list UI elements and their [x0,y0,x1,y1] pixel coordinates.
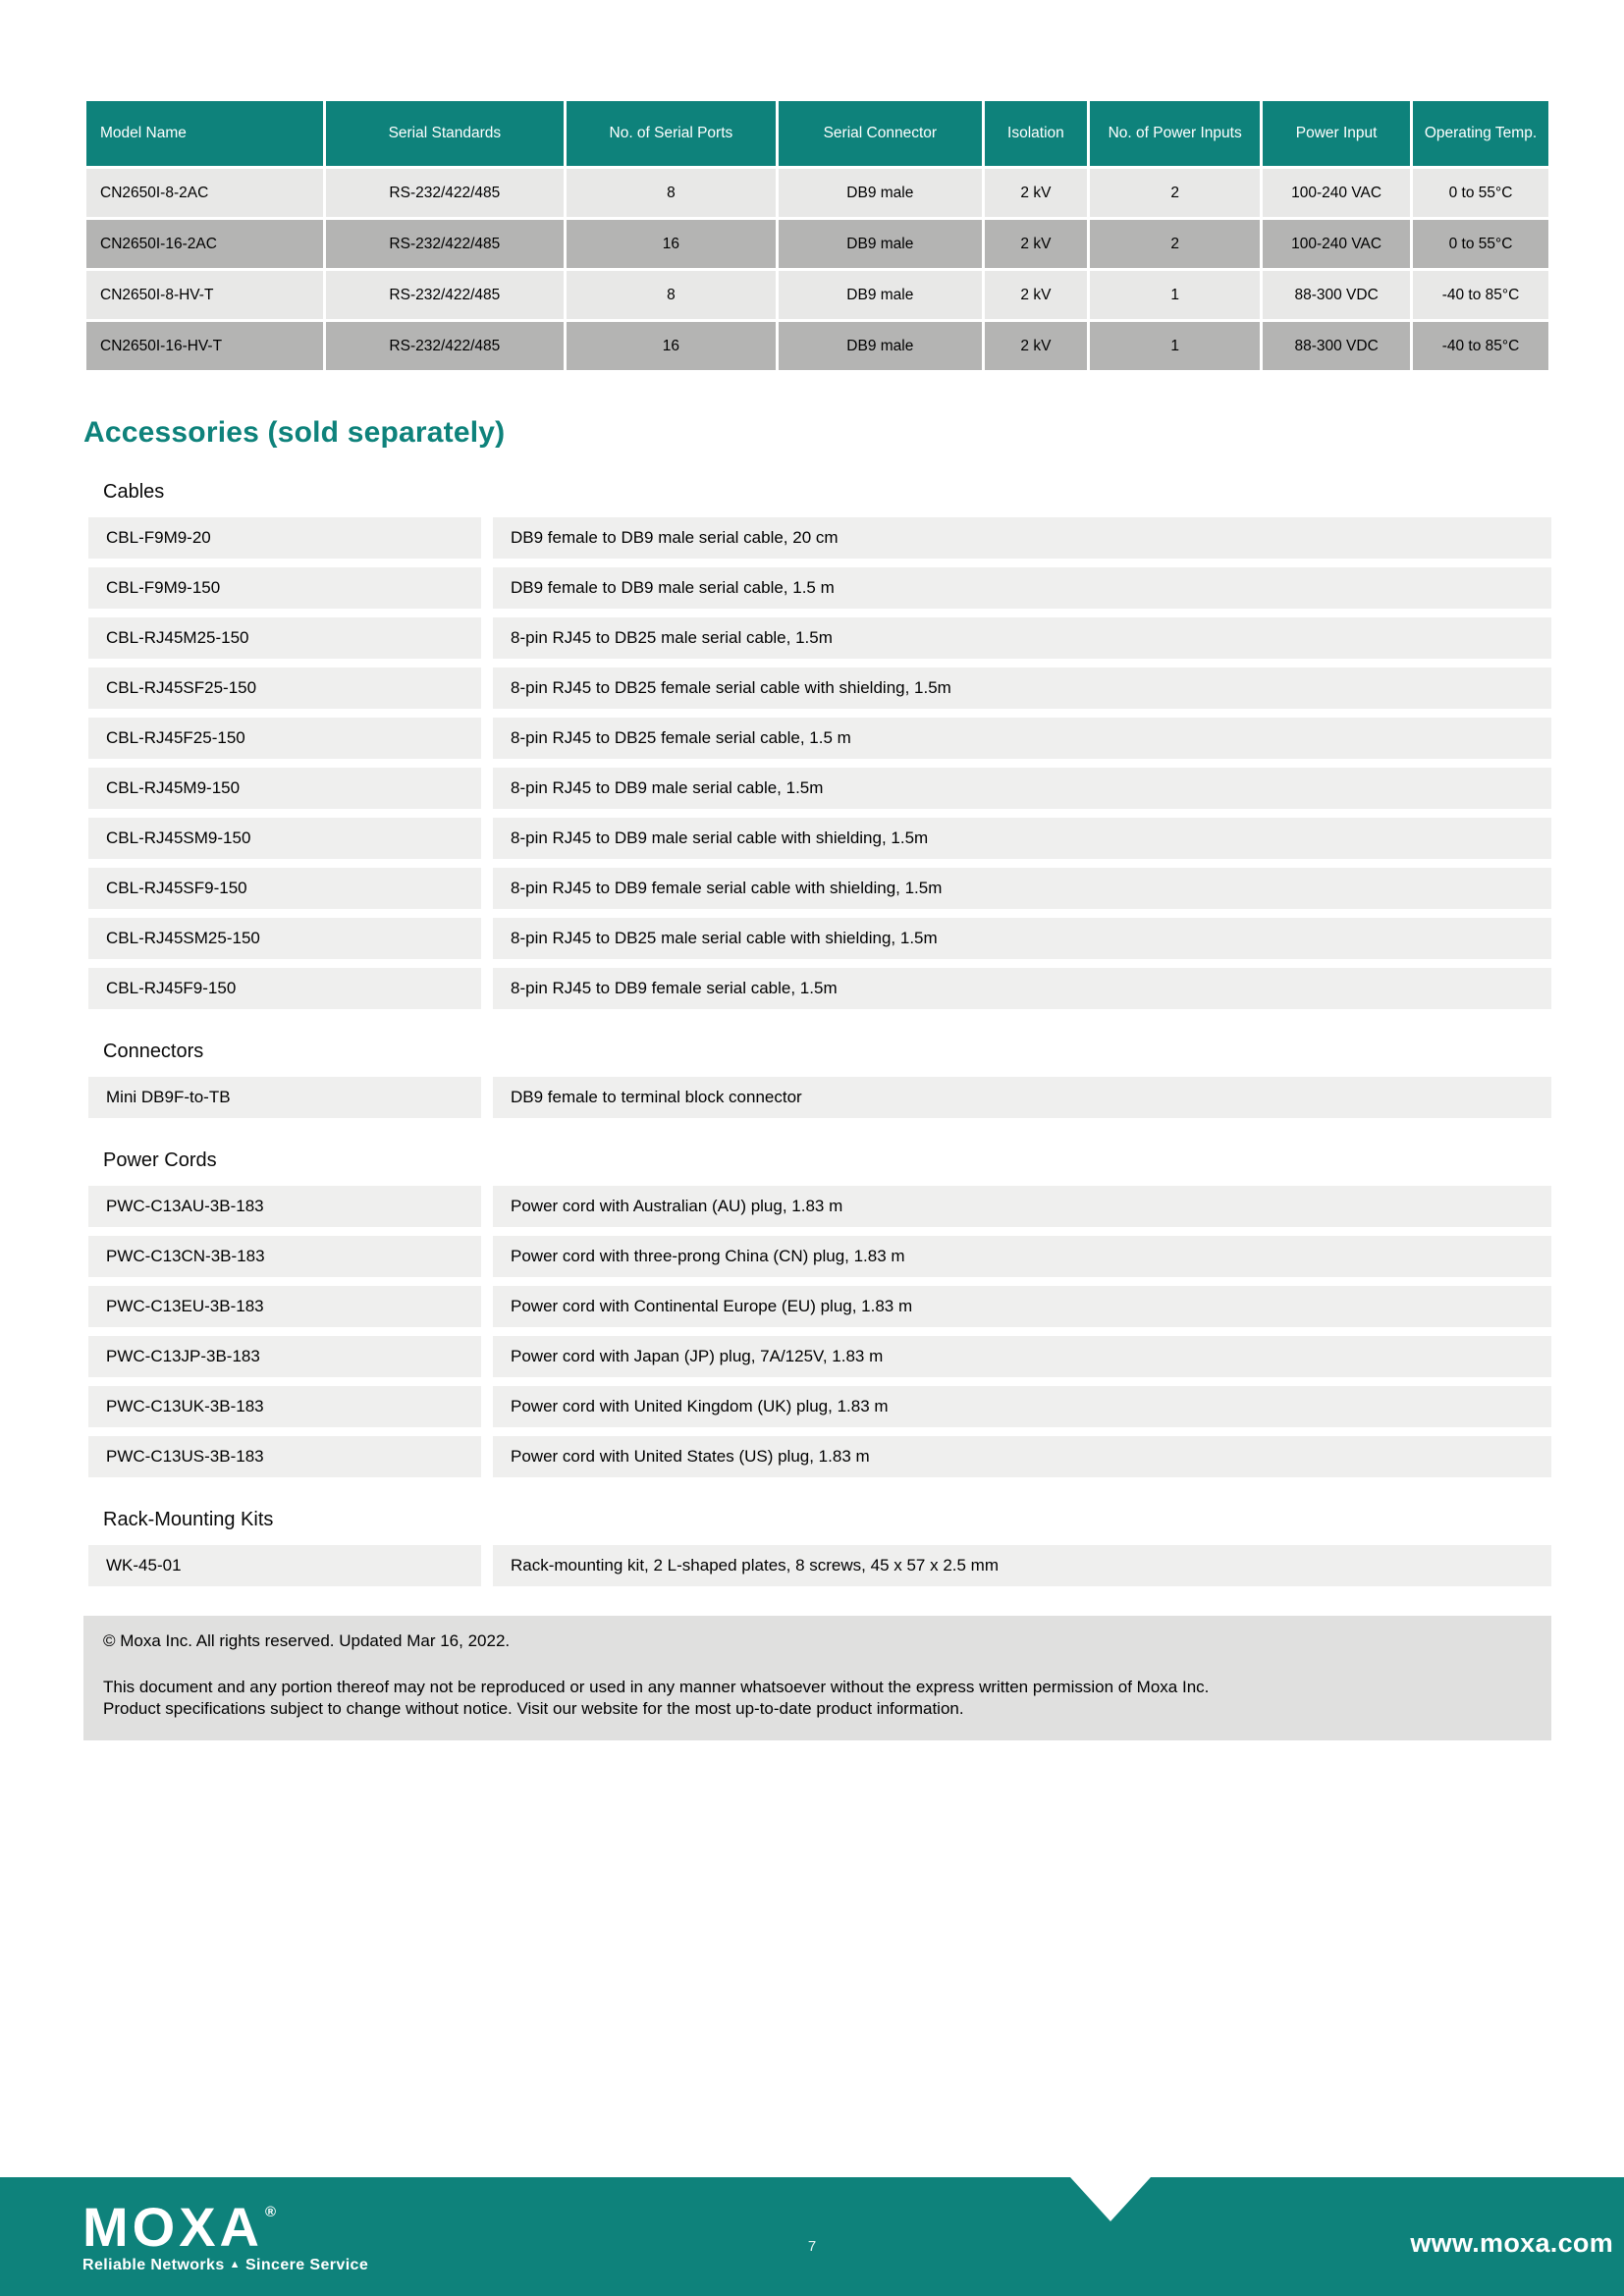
spec-cell: 2 [1090,169,1260,217]
spec-row [86,169,1548,217]
accessory-description: Power cord with United States (US) plug, 1.83 m [493,1436,1551,1477]
spec-cell: RS-232/422/485 [326,271,564,319]
accessory-row [88,1386,1551,1427]
accessory-row [88,1236,1551,1277]
accessory-description: Power cord with Australian (AU) plug, 1.83 m [493,1186,1551,1227]
accessory-row [88,567,1551,609]
accessory-description: Power cord with Continental Europe (EU) plug, 1.83 m [493,1286,1551,1327]
spec-cell: RS-232/422/485 [326,322,564,370]
spec-cell: 100-240 VAC [1263,169,1410,217]
accessory-row [88,1436,1551,1477]
accessory-row [88,517,1551,559]
accessory-model: CBL-RJ45SF9-150 [88,868,481,909]
accessory-model: PWC-C13EU-3B-183 [88,1286,481,1327]
accessory-model: CBL-RJ45M25-150 [88,617,481,659]
spec-header-row [86,101,1548,166]
accessory-model: CBL-RJ45SM25-150 [88,918,481,959]
spec-cell: DB9 male [779,169,982,217]
accessory-model: CBL-RJ45F25-150 [88,718,481,759]
accessory-description: DB9 female to DB9 male serial cable, 1.5 m [493,567,1551,609]
accessory-model: WK-45-01 [88,1545,481,1586]
accessories-heading: Accessories (sold separately) [83,416,506,449]
spec-cell: -40 to 85°C [1413,322,1548,370]
tagline-triangle-icon: ▲ [229,2259,241,2271]
col-header-serial-standards: Serial Standards [326,101,564,166]
legal-notice [83,1616,1551,1740]
spec-cell: 2 kV [985,169,1087,217]
accessory-row [88,718,1551,759]
spec-cell-model: CN2650I-16-HV-T [86,322,323,370]
spec-cell: 2 kV [985,220,1087,268]
accessory-description: Power cord with Japan (JP) plug, 7A/125V, 1.83 m [493,1336,1551,1377]
col-header-operating-temp: Operating Temp. [1413,101,1548,166]
accessory-row [88,818,1551,859]
accessory-row [88,1336,1551,1377]
accessory-description: 8-pin RJ45 to DB25 female serial cable with shielding, 1.5m [493,667,1551,709]
accessory-row [88,768,1551,809]
spec-cell-model: CN2650I-8-HV-T [86,271,323,319]
spec-cell: 8 [567,169,776,217]
spec-cell: 1 [1090,271,1260,319]
accessory-model: PWC-C13CN-3B-183 [88,1236,481,1277]
spec-row [86,220,1548,268]
spec-row [86,322,1548,370]
footer-notch [1070,2177,1151,2221]
accessory-row [88,667,1551,709]
section-heading-rack-mounting-kits: Rack-Mounting Kits [103,1509,274,1530]
moxa-tagline [82,2257,368,2274]
accessory-row [88,1286,1551,1327]
accessory-description: 8-pin RJ45 to DB25 male serial cable with shielding, 1.5m [493,918,1551,959]
accessory-description: 8-pin RJ45 to DB9 male serial cable, 1.5m [493,768,1551,809]
spec-cell: 2 [1090,220,1260,268]
section-heading-connectors: Connectors [103,1041,204,1062]
accessory-model: CBL-RJ45SM9-150 [88,818,481,859]
spec-cell: 2 kV [985,322,1087,370]
col-header-serial-ports: No. of Serial Ports [567,101,776,166]
copyright-text: © Moxa Inc. All rights reserved. Updated Mar 16, 2022. [103,1631,511,1650]
accessory-model: PWC-C13UK-3B-183 [88,1386,481,1427]
section-heading-power-cords: Power Cords [103,1149,217,1171]
accessory-row [88,918,1551,959]
page-number: 7 [807,2238,817,2255]
spec-table-body [86,169,1548,370]
spec-cell: -40 to 85°C [1413,271,1548,319]
spec-cell: 0 to 55°C [1413,220,1548,268]
moxa-wordmark-text: MOXA [82,2196,263,2258]
spec-cell-model: CN2650I-16-2AC [86,220,323,268]
accessory-model: CBL-F9M9-150 [88,567,481,609]
spec-cell: 8 [567,271,776,319]
accessory-row [88,968,1551,1009]
spec-cell: 0 to 55°C [1413,169,1548,217]
registered-mark: ® [265,2204,277,2220]
accessory-description: Power cord with United Kingdom (UK) plug, 1.83 m [493,1386,1551,1427]
col-header-model-name: Model Name [86,101,323,166]
accessory-description: DB9 female to terminal block connector [493,1077,1551,1118]
accessory-description: 8-pin RJ45 to DB9 female serial cable with shielding, 1.5m [493,868,1551,909]
spec-cell: 100-240 VAC [1263,220,1410,268]
accessory-model: CBL-F9M9-20 [88,517,481,559]
accessory-model: CBL-RJ45F9-150 [88,968,481,1009]
spec-cell: DB9 male [779,220,982,268]
spec-cell: 1 [1090,322,1260,370]
page-footer [0,2177,1624,2296]
accessory-model: PWC-C13US-3B-183 [88,1436,481,1477]
spec-cell: 16 [567,322,776,370]
accessory-description: 8-pin RJ45 to DB9 female serial cable, 1.5m [493,968,1551,1009]
accessory-row [88,1545,1551,1586]
col-header-power-input: Power Input [1263,101,1410,166]
spec-cell: RS-232/422/485 [326,169,564,217]
accessory-description: DB9 female to DB9 male serial cable, 20 cm [493,517,1551,559]
spec-cell: RS-232/422/485 [326,220,564,268]
spec-cell: 2 kV [985,271,1087,319]
accessory-model: PWC-C13AU-3B-183 [88,1186,481,1227]
col-header-serial-connector: Serial Connector [779,101,982,166]
accessory-description: 8-pin RJ45 to DB25 male serial cable, 1.5m [493,617,1551,659]
accessory-row [88,868,1551,909]
spec-cell-model: CN2650I-8-2AC [86,169,323,217]
accessory-model: CBL-RJ45SF25-150 [88,667,481,709]
tagline-left: Reliable Networks [82,2257,225,2274]
accessory-description: 8-pin RJ45 to DB9 male serial cable with shielding, 1.5m [493,818,1551,859]
col-header-isolation: Isolation [985,101,1087,166]
col-header-power-inputs: No. of Power Inputs [1090,101,1260,166]
spec-cell: 16 [567,220,776,268]
section-heading-cables: Cables [103,481,165,503]
accessory-row [88,1077,1551,1118]
accessory-model: Mini DB9F-to-TB [88,1077,481,1118]
accessory-description: Rack-mounting kit, 2 L-shaped plates, 8 screws, 45 x 57 x 2.5 mm [493,1545,1551,1586]
website-link[interactable]: www.moxa.com [1410,2228,1613,2258]
accessory-row [88,1186,1551,1227]
accessory-row [88,617,1551,659]
spec-cell: DB9 male [779,322,982,370]
disclaimer-text: This document and any portion thereof may not be reproduced or used in any manner whatsoever without the express written permission of Moxa Inc. Product specifications subject to change without notice. Visit our website for the most up-to-date product information. [103,1678,1210,1719]
spec-table-header [86,101,1548,166]
spec-cell: 88-300 VDC [1263,271,1410,319]
spec-table [83,98,1551,373]
spec-cell: DB9 male [779,271,982,319]
accessory-model: PWC-C13JP-3B-183 [88,1336,481,1377]
accessory-description: 8-pin RJ45 to DB25 female serial cable, 1.5 m [493,718,1551,759]
spec-row [86,271,1548,319]
spec-cell: 88-300 VDC [1263,322,1410,370]
accessory-description: Power cord with three-prong China (CN) plug, 1.83 m [493,1236,1551,1277]
accessory-model: CBL-RJ45M9-150 [88,768,481,809]
tagline-right: Sincere Service [244,2257,369,2274]
